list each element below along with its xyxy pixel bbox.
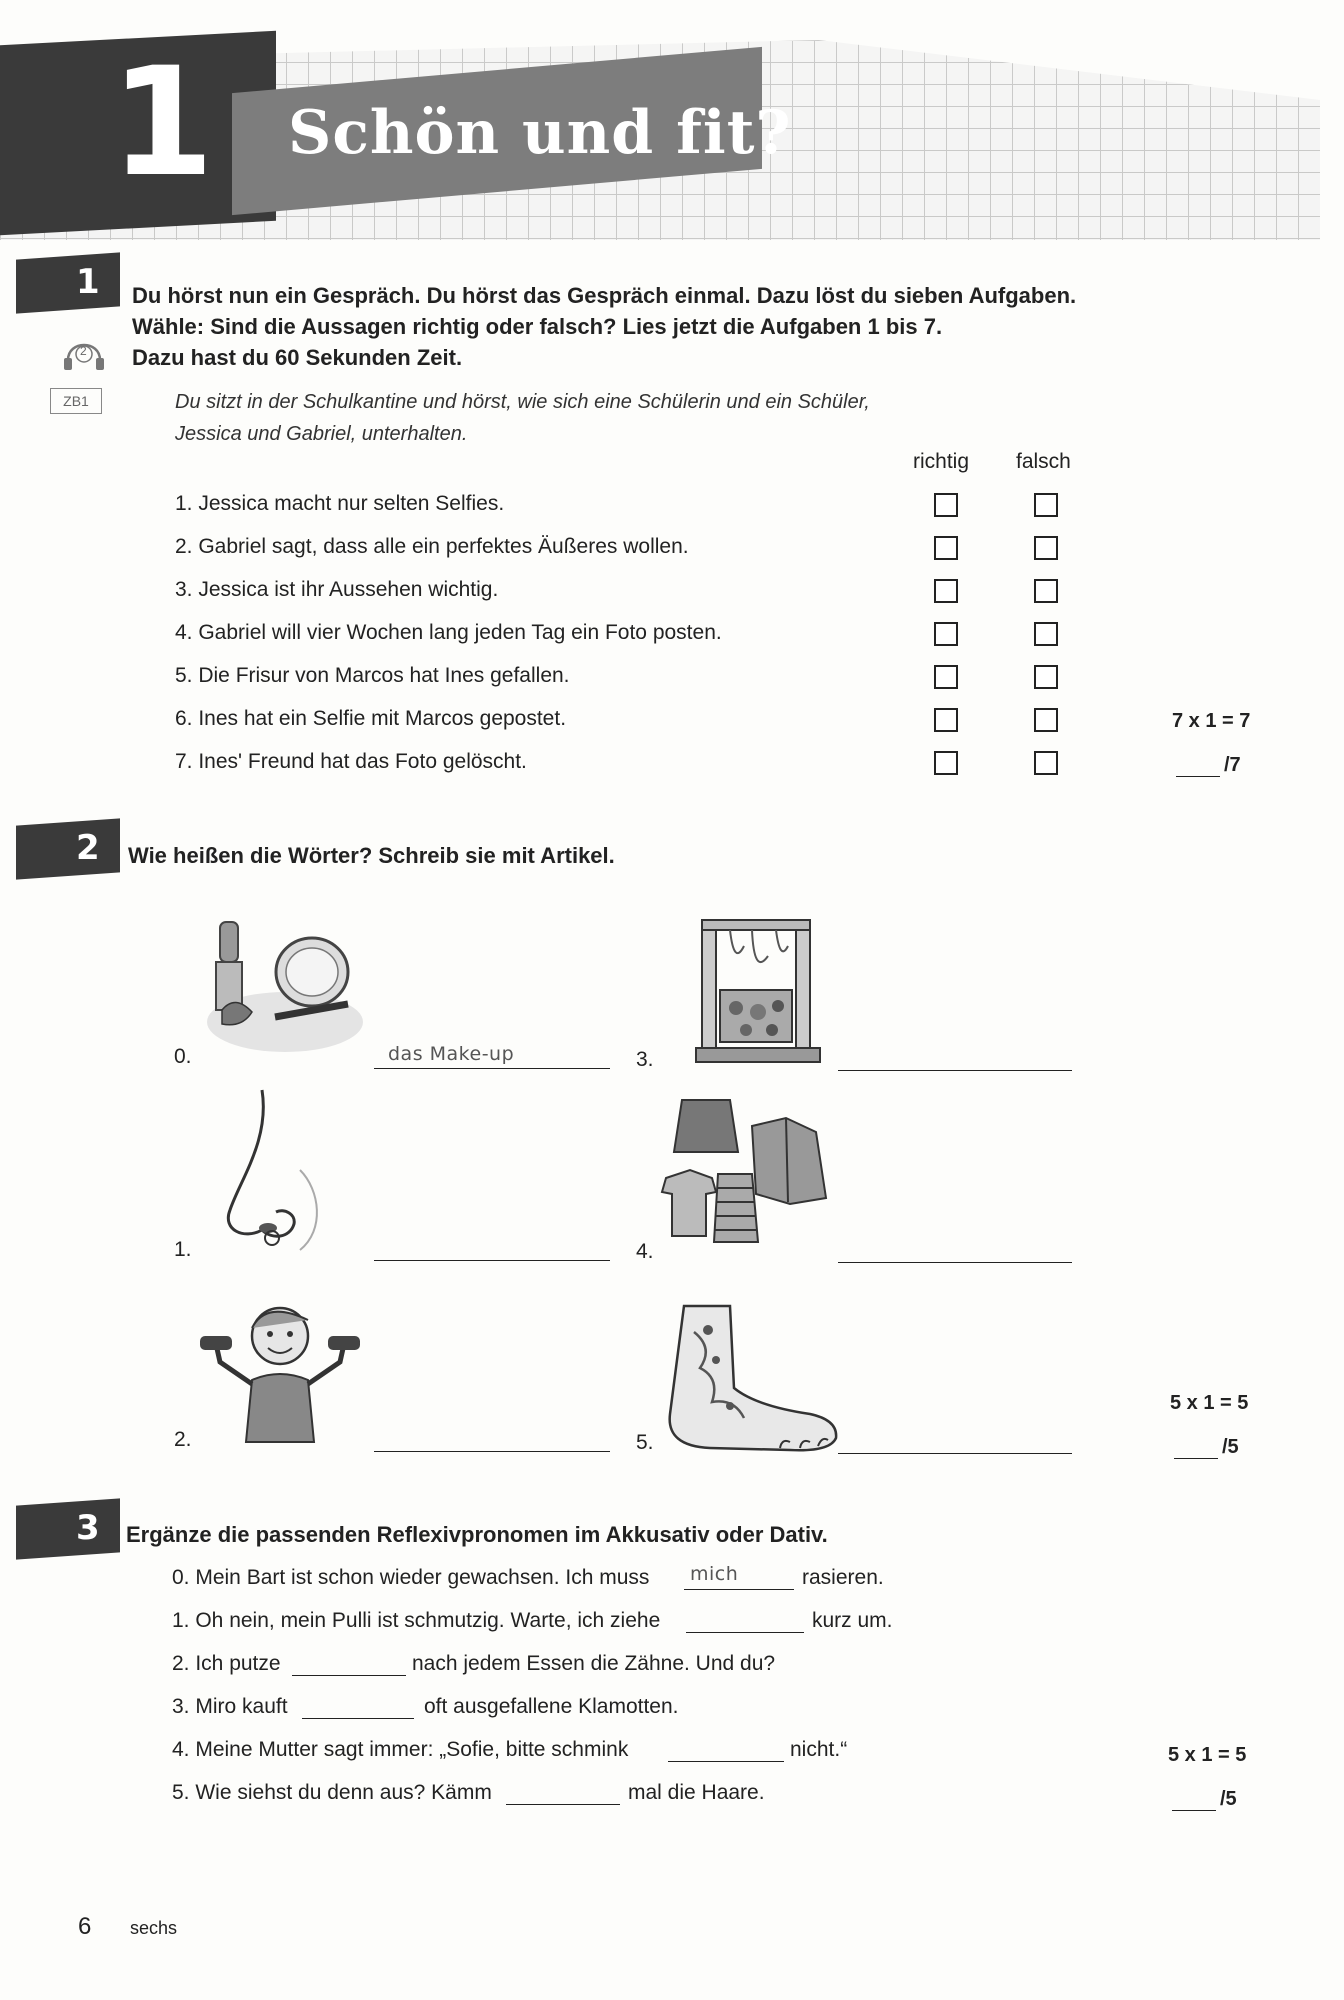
context-line-2: Jessica und Gabriel, unterhalten. [175, 423, 468, 445]
word-answer-0-line[interactable] [374, 1068, 610, 1069]
word-answer-2-line[interactable] [374, 1451, 610, 1452]
word-answer-1-line[interactable] [374, 1260, 610, 1261]
section-1-score-blank[interactable] [1176, 776, 1220, 777]
section-2-score-blank[interactable] [1174, 1458, 1218, 1459]
checkbox-falsch-6[interactable] [1034, 708, 1058, 732]
column-header-richtig: richtig [913, 450, 970, 473]
tf-item-3: 3. Jessica ist ihr Aussehen wichtig. [175, 578, 499, 601]
jewelry-stand-icon [696, 916, 820, 1066]
checkbox-falsch-5[interactable] [1034, 665, 1058, 689]
word-answer-3-line[interactable] [838, 1070, 1072, 1071]
reflexive-item-0-text: 0. Mein Bart ist schon wieder gewachsen. Ich muss [172, 1566, 650, 1589]
checkbox-falsch-2[interactable] [1034, 536, 1058, 560]
context-line-1: Du sitzt in der Schulkantine und hörst, wie sich eine Schülerin und ein Schüler, [175, 391, 870, 413]
checkbox-richtig-2[interactable] [934, 536, 958, 560]
tf-item-6: 6. Ines hat ein Selfie mit Marcos gepostet. [175, 707, 567, 730]
checkbox-richtig-3[interactable] [934, 579, 958, 603]
word-item-2-number: 2. [174, 1428, 192, 1451]
checkbox-richtig-5[interactable] [934, 665, 958, 689]
word-item-5-number: 5. [636, 1431, 654, 1454]
page-number-word: sechs [130, 1918, 178, 1938]
word-item-4-number: 4. [636, 1240, 654, 1263]
reflexive-answer-4-line[interactable] [668, 1761, 784, 1762]
reflexive-item-1-after: kurz um. [812, 1609, 893, 1632]
checkbox-richtig-7[interactable] [934, 751, 958, 775]
reflexive-item-3-text: 3. Miro kauft [172, 1695, 288, 1718]
foot-tattoo-icon [660, 1302, 840, 1452]
makeup-icon [200, 912, 360, 1062]
column-header-falsch: falsch [1016, 450, 1071, 473]
checkbox-richtig-4[interactable] [934, 622, 958, 646]
section-2-score-total: /5 [1222, 1436, 1239, 1458]
section-3-number: 3 [76, 1508, 100, 1548]
checkbox-richtig-1[interactable] [934, 493, 958, 517]
chapter-title: Schön und fit? [288, 98, 792, 168]
reflexive-item-4-text: 4. Meine Mutter sagt immer: „Sofie, bitte schmink [172, 1738, 629, 1761]
checkbox-falsch-3[interactable] [1034, 579, 1058, 603]
section-2-number: 2 [76, 828, 100, 868]
reflexive-answer-3-line[interactable] [302, 1718, 414, 1719]
reflexive-answer-0: mich [690, 1563, 739, 1585]
reflexive-item-4-after: nicht.“ [790, 1738, 848, 1761]
reflexive-item-2-after: nach jedem Essen die Zähne. Und du? [412, 1652, 776, 1675]
reflexive-item-3-after: oft ausgefallene Klamotten. [424, 1695, 679, 1718]
section-1-badge [16, 252, 120, 313]
reflexive-answer-2-line[interactable] [292, 1675, 406, 1676]
word-item-0-number: 0. [174, 1045, 192, 1068]
section-1-instruction-line-2: Wähle: Sind die Aussagen richtig oder falsch? Lies jetzt die Aufgaben 1 bis 7. [132, 314, 943, 339]
section-3-score-blank[interactable] [1172, 1810, 1216, 1811]
word-answer-4-line[interactable] [838, 1262, 1072, 1263]
zb-badge: ZB1 [50, 388, 102, 414]
section-1-score-formula: 7 x 1 = 7 [1172, 710, 1251, 732]
section-1-instruction-line-1: Du hörst nun ein Gespräch. Du hörst das Gespräch einmal. Dazu löst du sieben Aufgaben. [132, 283, 1077, 308]
section-2-badge [16, 818, 120, 879]
word-answer-5-line[interactable] [838, 1453, 1072, 1454]
checkbox-richtig-6[interactable] [934, 708, 958, 732]
section-3-score-total: /5 [1220, 1788, 1237, 1810]
section-1-score-total: /7 [1224, 754, 1241, 776]
reflexive-answer-0-line[interactable] [684, 1589, 794, 1590]
checkbox-falsch-4[interactable] [1034, 622, 1058, 646]
tf-item-1: 1. Jessica macht nur selten Selfies. [175, 492, 505, 515]
checkbox-falsch-1[interactable] [1034, 493, 1058, 517]
section-1-number: 1 [76, 262, 100, 302]
word-item-1-number: 1. [174, 1238, 192, 1261]
section-3-score-formula: 5 x 1 = 5 [1168, 1744, 1247, 1766]
chapter-number: 1 [110, 36, 215, 210]
reflexive-item-5-after: mal die Haare. [628, 1781, 765, 1804]
word-item-3-number: 3. [636, 1048, 654, 1071]
nose-piercing-icon [210, 1090, 330, 1260]
section-1-instruction-line-3: Dazu hast du 60 Sekunden Zeit. [132, 345, 463, 370]
reflexive-item-1-text: 1. Oh nein, mein Pulli ist schmutzig. Warte, ich ziehe [172, 1609, 661, 1632]
reflexive-answer-5-line[interactable] [506, 1804, 620, 1805]
reflexive-item-0-after: rasieren. [802, 1566, 884, 1589]
word-answer-0: das Make-up [388, 1043, 515, 1065]
reflexive-item-2-text: 2. Ich putze [172, 1652, 281, 1675]
woman-dumbbells-icon [196, 1292, 366, 1442]
page-number: 6 [78, 1913, 92, 1940]
section-3-badge [16, 1498, 120, 1559]
section-3-instruction: Ergänze die passenden Reflexivpronomen im Akkusativ oder Dativ. [126, 1522, 828, 1547]
tf-item-4: 4. Gabriel will vier Wochen lang jeden Tag ein Foto posten. [175, 621, 722, 644]
tf-item-2: 2. Gabriel sagt, dass alle ein perfektes Äußeres wollen. [175, 535, 689, 558]
section-2-score-formula: 5 x 1 = 5 [1170, 1392, 1249, 1414]
section-2-instruction: Wie heißen die Wörter? Schreib sie mit Artikel. [128, 843, 615, 868]
clothes-icon [660, 1096, 830, 1246]
reflexive-item-5-text: 5. Wie siehst du denn aus? Kämm [172, 1781, 492, 1804]
audio-track-number: 2 [80, 344, 87, 358]
checkbox-falsch-7[interactable] [1034, 751, 1058, 775]
reflexive-answer-1-line[interactable] [686, 1632, 804, 1633]
tf-item-7: 7. Ines' Freund hat das Foto gelöscht. [175, 750, 527, 773]
tf-item-5: 5. Die Frisur von Marcos hat Ines gefallen. [175, 664, 570, 687]
